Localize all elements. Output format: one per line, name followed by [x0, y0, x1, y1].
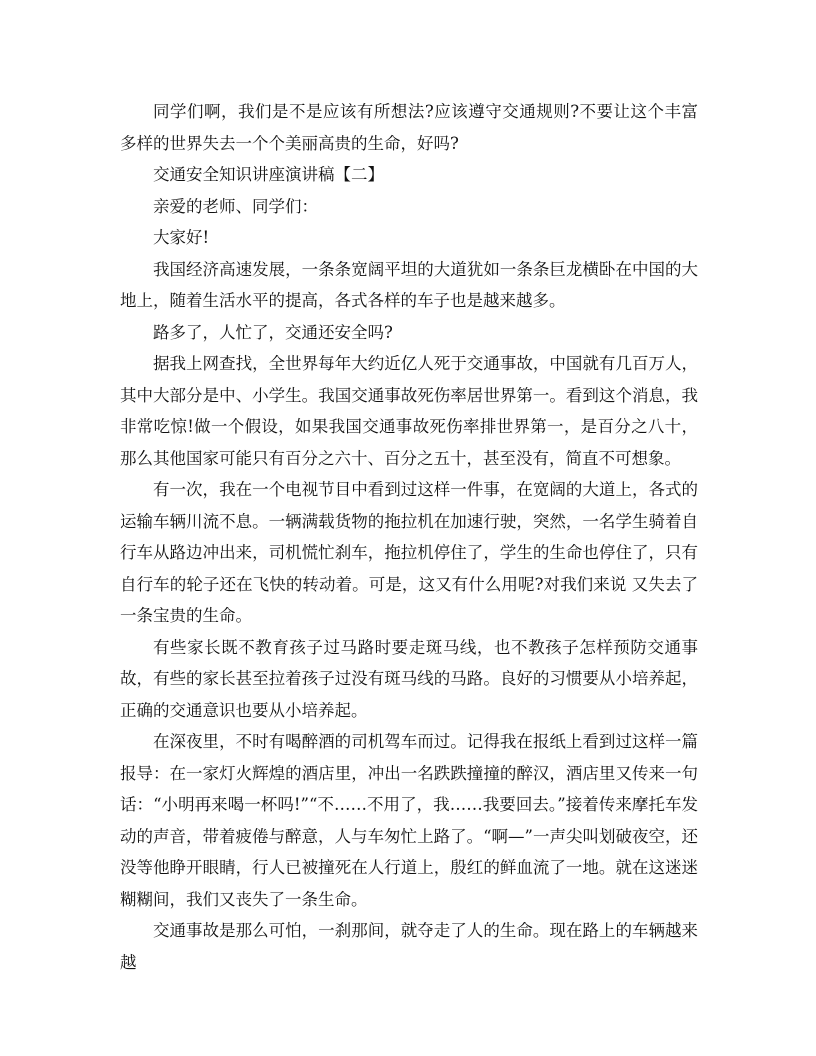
section-heading: 交通安全知识讲座演讲稿【二】: [153, 165, 384, 184]
paragraph-roads: 我国经济高速发展，一条条宽阔平坦的大道犹如一条条巨龙横卧在中国的大地上，随着生活水平的提高，各式各样的车子也是越来越多。: [120, 259, 698, 310]
salutation: 亲爱的老师、同学们：: [153, 196, 318, 216]
document-page: [120, 96, 698, 978]
paragraph-parents: 有些家长既不教育孩子过马路时要走斑马线，也不教孩子怎样预防交通事故，有些的家长甚至拉着孩子过没有斑马线的马路。良好的习惯要从小培养起，正确的交通意识也要从小培养起。: [120, 637, 698, 720]
paragraph-tv-story: 有一次，我在一个电视节目中看到过这样一件事，在宽阔的大道上，各式的运输车辆川流不息。一辆满载货物的拖拉机在加速行驶，突然，一名学生骑着自行车从路边冲出来，司机慌忙刹车，拖拉机停住了，学生的生命也停住了，只有自行车的轮子还在飞快的转动着。可是，这又有什么用呢?对我们来说 又失去了一条宝贵的生命。: [120, 480, 698, 625]
paragraph-drunk-driving: 在深夜里，不时有喝醉酒的司机驾车而过。记得我在报纸上看到过这样一篇报导：在一家灯火辉煌的酒店里，冲出一名跌跌撞撞的醉汉，酒店里又传来一句话：“小明再来喝一杯吗!”“不……不用了，我……我要回去。”接着传来摩托车发动的声音，带着疲倦与醉意，人与车匆忙上路了。“啊—”一声尖叫划破夜空，还没等他睁开眼睛，行人已被撞死在人行道上，殷红的鲜血流了一地。就在这迷迷糊糊间，我们又丧失了一条生命。: [120, 732, 698, 909]
paragraph-closing-question: 同学们啊，我们是不是应该有所想法?应该遵守交通规则?不要让这个丰富多样的世界失去一个个美丽高贵的生命，好吗?: [120, 102, 698, 153]
paragraph-statistics: 据我上网查找，全世界每年大约近亿人死于交通事故，中国就有几百万人，其中大部分是中、小学生。我国交通事故死伤率居世界第一。看到这个消息，我非常吃惊!做一个假设，如果我国交通事故死伤率排世界第一，是百分之八十，那么其他国家可能只有百分之六十、百分之五十，甚至没有，简直不可想象。: [120, 354, 698, 468]
paragraph-conclusion: 交通事故是那么可怕，一刹那间，就夺走了人的生命。现在路上的车辆越来越: [120, 921, 698, 972]
paragraph-question: 路多了，人忙了，交通还安全吗?: [153, 322, 393, 342]
greeting: 大家好!: [153, 228, 210, 247]
